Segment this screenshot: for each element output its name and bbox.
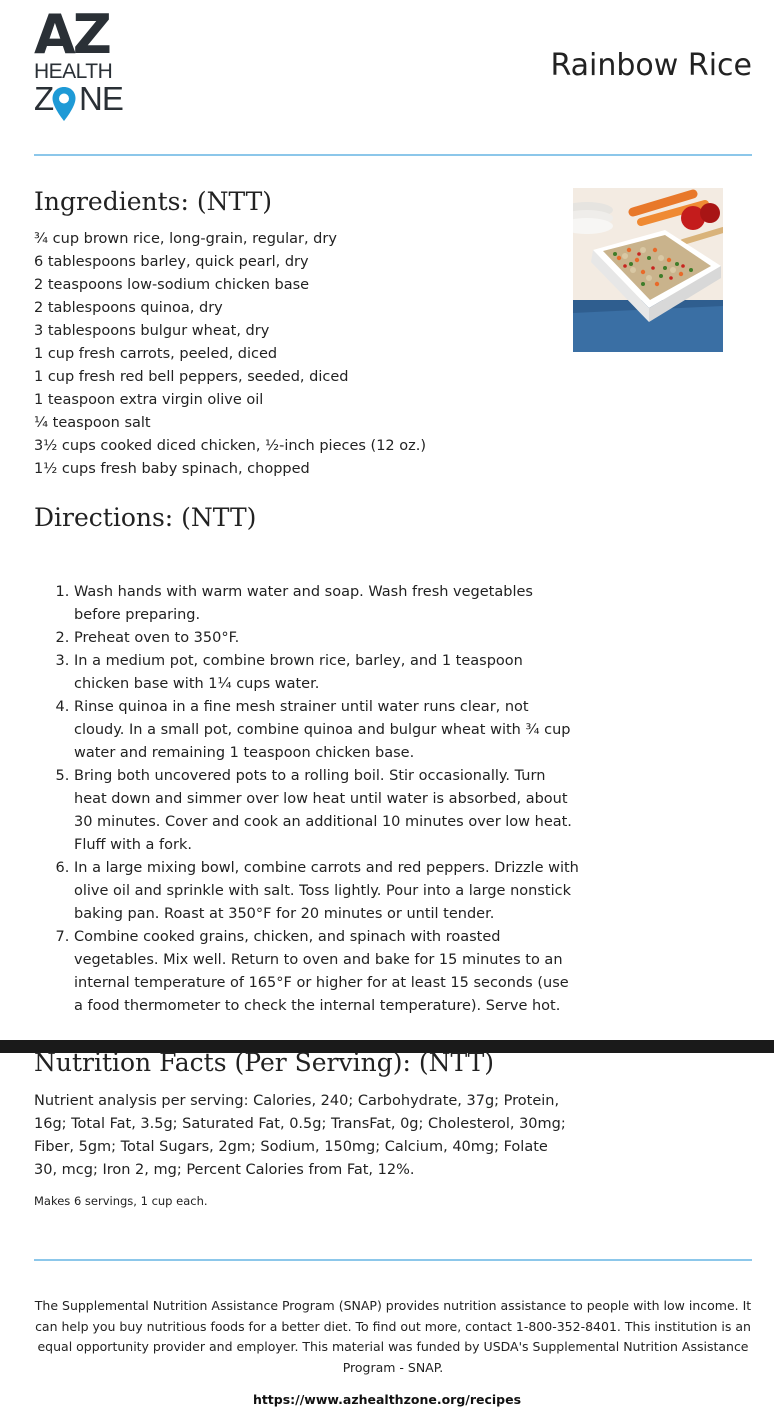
directions-heading: Directions: (NTT) — [34, 503, 257, 532]
ingredient-item: 1½ cups fresh baby spinach, chopped — [34, 461, 310, 477]
nutrition-text: Nutrient analysis per serving: Calories, 240; Carbohydrate, 37g; Protein, 16g; Total Fat, 3.5g; Saturated Fat, 0.5g; TransFat, 0g; Cholesterol, 30mg; Fiber, 5gm; Total Sugars, 2gm; Sodium, 150mg; Calcium, 40mg; Folate 30, mcg; Iron 2, mg; Percent Calories from Fat, 12%. — [34, 1093, 566, 1178]
ingredient-item: 2 teaspoons low-sodium chicken base — [34, 277, 310, 293]
ingredients-list — [34, 228, 426, 481]
location-pin-icon — [51, 86, 77, 122]
az-health-zone-logo — [34, 3, 126, 132]
ingredient-item: 1 cup fresh carrots, peeled, diced — [34, 346, 278, 362]
logo-health-text: HEALTH — [34, 60, 113, 83]
ingredient-item: 2 tablespoons quinoa, dry — [34, 300, 223, 316]
servings-text: Makes 6 servings, 1 cup each. — [34, 1194, 208, 1208]
ingredient-item: ¾ cup brown rice, long-grain, regular, dry — [34, 231, 337, 247]
direction-step: 2. Preheat oven to 350°F. — [74, 627, 579, 650]
logo-zone-text — [34, 82, 126, 122]
snap-disclaimer: The Supplemental Nutrition Assistance Program (SNAP) provides nutrition assistance to people with low income. It can help you buy nutritious foods for a better diet. To find out more, contact 1-800-352-8401. This institution is an equal opportunity provider and employer. This material was funded by USDA's Supplemental Nutrition Assistance Program - SNAP. — [34, 1298, 752, 1375]
direction-step: 5. Bring both uncovered pots to a rolling boil. Stir occasionally. Turn heat down and simmer over low heat until water is absorbed, about 30 minutes. Cover and cook an additional 10 minutes over low heat. Fluff with a fork. — [74, 765, 579, 857]
logo-zone-ne: NE — [79, 80, 123, 117]
ingredient-item: ¼ teaspoon salt — [34, 415, 151, 431]
footer-divider — [34, 1259, 752, 1261]
direction-step: 7. Combine cooked grains, chicken, and spinach with roasted vegetables. Mix well. Return to oven and bake for 15 minutes to an internal temperature of 165°F or higher for at least 15 seconds (use a food thermometer to check the internal temperature). Serve hot. — [74, 926, 579, 1018]
ingredient-item: 3½ cups cooked diced chicken, ½-inch pieces (12 oz.) — [34, 438, 427, 454]
direction-step: 6. In a large mixing bowl, combine carrots and red peppers. Drizzle with olive oil and sprinkle with salt. Toss lightly. Pour into a large nonstick baking pan. Roast at 350°F for 20 minutes or until tender. — [74, 857, 579, 926]
ingredient-item: 6 tablespoons barley, quick pearl, dry — [34, 254, 309, 270]
recipe-title: Rainbow Rice — [550, 48, 752, 83]
nutrition-heading: Nutrition Facts (Per Serving): (NTT) — [34, 1048, 495, 1077]
ingredients-heading: Ingredients: (NTT) — [34, 187, 273, 216]
recipes-url-link[interactable]: https://www.azhealthzone.org/recipes — [252, 1392, 522, 1407]
direction-step: 4. Rinse quinoa in a fine mesh strainer until water runs clear, not cloudy. In a small pot, combine quinoa and bulgur wheat with ¾ cup water and remaining 1 teaspoon chicken base. — [74, 696, 579, 765]
header-divider — [34, 154, 752, 156]
ingredient-item: 1 cup fresh red bell peppers, seeded, diced — [34, 369, 349, 385]
direction-step: 3. In a medium pot, combine brown rice, barley, and 1 teaspoon chicken base with 1¼ cups water. — [74, 650, 579, 696]
ingredient-item: 1 teaspoon extra virgin olive oil — [34, 392, 264, 408]
rainbow-rice-photo — [573, 188, 723, 352]
logo-zone-z: Z — [34, 80, 54, 117]
direction-step: 1. Wash hands with warm water and soap. Wash fresh vegetables before preparing. — [74, 581, 579, 627]
ingredient-item: 3 tablespoons bulgur wheat, dry — [34, 323, 270, 339]
logo-az-text: AZ — [34, 3, 109, 66]
directions-list — [34, 581, 579, 1018]
